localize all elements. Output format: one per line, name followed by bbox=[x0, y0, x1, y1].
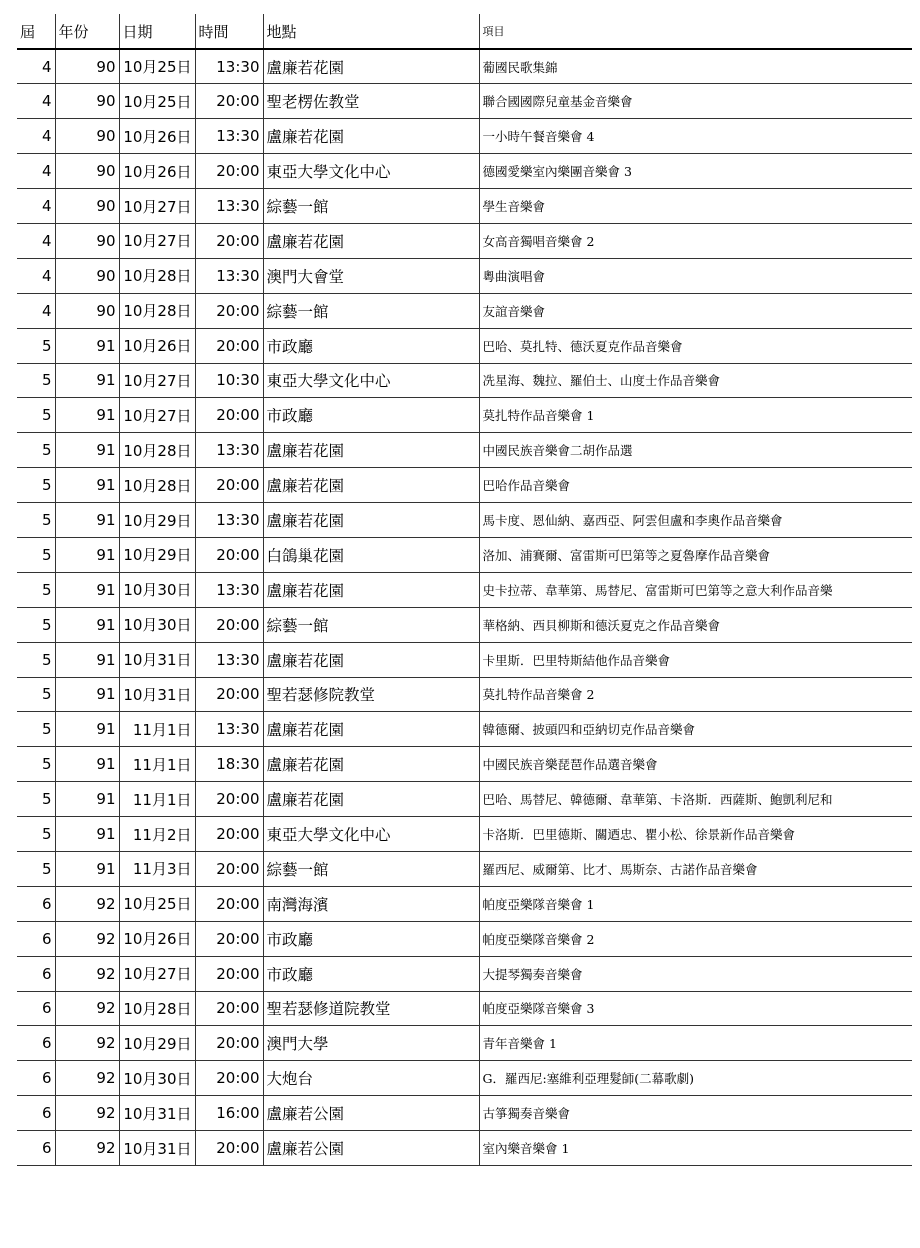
cell-time: 20:00 bbox=[195, 817, 263, 852]
cell-venue: 市政廳 bbox=[263, 921, 479, 956]
cell-date: 10月28日 bbox=[119, 433, 195, 468]
cell-time: 20:00 bbox=[195, 223, 263, 258]
cell-year: 91 bbox=[55, 537, 119, 572]
cell-program: 中國民族音樂琵琶作品選音樂會 bbox=[479, 747, 912, 782]
cell-program: 帕度亞樂隊音樂會 1 bbox=[479, 886, 912, 921]
cell-year: 92 bbox=[55, 1026, 119, 1061]
cell-venue: 東亞大學文化中心 bbox=[263, 363, 479, 398]
cell-program: 室內樂音樂會 1 bbox=[479, 1131, 912, 1166]
table-row bbox=[17, 433, 912, 468]
cell-program: 卡里斯．巴里特斯結他作品音樂會 bbox=[479, 642, 912, 677]
table-row bbox=[17, 537, 912, 572]
cell-time: 16:00 bbox=[195, 1096, 263, 1131]
cell-program: 帕度亞樂隊音樂會 2 bbox=[479, 921, 912, 956]
table-row bbox=[17, 258, 912, 293]
cell-date: 10月29日 bbox=[119, 1026, 195, 1061]
cell-program: 羅西尼、威爾第、比才、馬斯奈、古諾作品音樂會 bbox=[479, 851, 912, 886]
table-row bbox=[17, 921, 912, 956]
cell-session: 4 bbox=[17, 258, 55, 293]
cell-date: 10月28日 bbox=[119, 468, 195, 503]
cell-year: 90 bbox=[55, 223, 119, 258]
cell-year: 91 bbox=[55, 642, 119, 677]
table-row bbox=[17, 991, 912, 1026]
cell-program: 青年音樂會 1 bbox=[479, 1026, 912, 1061]
cell-program: 粵曲演唱會 bbox=[479, 258, 912, 293]
table-row bbox=[17, 712, 912, 747]
cell-date: 10月29日 bbox=[119, 503, 195, 538]
cell-program: 冼星海、魏拉、羅伯士、山度士作品音樂會 bbox=[479, 363, 912, 398]
cell-program: 聯合國國際兒童基金音樂會 bbox=[479, 84, 912, 119]
cell-program: 一小時午餐音樂會 4 bbox=[479, 119, 912, 154]
cell-session: 5 bbox=[17, 782, 55, 817]
cell-year: 90 bbox=[55, 293, 119, 328]
cell-venue: 聖老楞佐教堂 bbox=[263, 84, 479, 119]
header-program: 項目 bbox=[479, 14, 912, 49]
cell-program: 學生音樂會 bbox=[479, 189, 912, 224]
cell-venue: 盧廉若花園 bbox=[263, 223, 479, 258]
cell-time: 20:00 bbox=[195, 956, 263, 991]
cell-session: 5 bbox=[17, 851, 55, 886]
cell-venue: 市政廳 bbox=[263, 398, 479, 433]
cell-year: 91 bbox=[55, 782, 119, 817]
cell-date: 10月30日 bbox=[119, 607, 195, 642]
table-row bbox=[17, 607, 912, 642]
cell-year: 91 bbox=[55, 433, 119, 468]
cell-session: 4 bbox=[17, 119, 55, 154]
cell-date: 10月27日 bbox=[119, 223, 195, 258]
cell-date: 10月31日 bbox=[119, 1131, 195, 1166]
cell-year: 90 bbox=[55, 49, 119, 84]
cell-year: 91 bbox=[55, 328, 119, 363]
table-row bbox=[17, 84, 912, 119]
cell-year: 92 bbox=[55, 886, 119, 921]
cell-venue: 盧廉若花園 bbox=[263, 433, 479, 468]
header-time: 時間 bbox=[195, 14, 263, 49]
cell-time: 13:30 bbox=[195, 572, 263, 607]
cell-time: 20:00 bbox=[195, 328, 263, 363]
concert-schedule-table bbox=[17, 14, 912, 1166]
cell-time: 20:00 bbox=[195, 537, 263, 572]
cell-year: 90 bbox=[55, 84, 119, 119]
cell-date: 10月27日 bbox=[119, 956, 195, 991]
table-row bbox=[17, 817, 912, 852]
cell-program: 莫扎特作品音樂會 1 bbox=[479, 398, 912, 433]
header-venue: 地點 bbox=[263, 14, 479, 49]
cell-year: 91 bbox=[55, 677, 119, 712]
cell-session: 5 bbox=[17, 398, 55, 433]
cell-session: 6 bbox=[17, 991, 55, 1026]
cell-date: 11月1日 bbox=[119, 782, 195, 817]
header-row bbox=[17, 14, 912, 49]
cell-session: 4 bbox=[17, 154, 55, 189]
table-row bbox=[17, 223, 912, 258]
cell-time: 20:00 bbox=[195, 851, 263, 886]
table-row bbox=[17, 642, 912, 677]
table-row bbox=[17, 189, 912, 224]
cell-program: 友誼音樂會 bbox=[479, 293, 912, 328]
table-row bbox=[17, 1061, 912, 1096]
cell-year: 91 bbox=[55, 503, 119, 538]
cell-session: 5 bbox=[17, 572, 55, 607]
table-row bbox=[17, 154, 912, 189]
cell-session: 4 bbox=[17, 293, 55, 328]
cell-date: 11月3日 bbox=[119, 851, 195, 886]
cell-year: 92 bbox=[55, 991, 119, 1026]
cell-program: 巴哈、馬替尼、韓德爾、韋華第、卡洛斯．西薩斯、鮑凱利尼和 bbox=[479, 782, 912, 817]
cell-year: 91 bbox=[55, 817, 119, 852]
cell-program: 古箏獨奏音樂會 bbox=[479, 1096, 912, 1131]
cell-time: 20:00 bbox=[195, 782, 263, 817]
cell-time: 20:00 bbox=[195, 1026, 263, 1061]
header-session: 屆 bbox=[17, 14, 55, 49]
cell-program: 葡國民歌集錦 bbox=[479, 49, 912, 84]
table-row bbox=[17, 49, 912, 84]
cell-time: 20:00 bbox=[195, 921, 263, 956]
cell-venue: 盧廉若公園 bbox=[263, 1131, 479, 1166]
cell-session: 5 bbox=[17, 642, 55, 677]
cell-program: 大提琴獨奏音樂會 bbox=[479, 956, 912, 991]
cell-year: 91 bbox=[55, 572, 119, 607]
table-row bbox=[17, 468, 912, 503]
cell-date: 10月28日 bbox=[119, 293, 195, 328]
cell-session: 5 bbox=[17, 468, 55, 503]
cell-date: 10月31日 bbox=[119, 677, 195, 712]
cell-time: 20:00 bbox=[195, 1061, 263, 1096]
cell-date: 10月31日 bbox=[119, 642, 195, 677]
cell-venue: 東亞大學文化中心 bbox=[263, 817, 479, 852]
cell-year: 90 bbox=[55, 154, 119, 189]
header-year: 年份 bbox=[55, 14, 119, 49]
cell-venue: 盧廉若花園 bbox=[263, 782, 479, 817]
cell-date: 10月26日 bbox=[119, 154, 195, 189]
table-row bbox=[17, 782, 912, 817]
cell-venue: 東亞大學文化中心 bbox=[263, 154, 479, 189]
cell-time: 20:00 bbox=[195, 677, 263, 712]
cell-date: 10月26日 bbox=[119, 119, 195, 154]
cell-session: 4 bbox=[17, 223, 55, 258]
cell-year: 91 bbox=[55, 712, 119, 747]
cell-time: 13:30 bbox=[195, 712, 263, 747]
cell-venue: 澳門大會堂 bbox=[263, 258, 479, 293]
cell-session: 5 bbox=[17, 328, 55, 363]
cell-year: 90 bbox=[55, 258, 119, 293]
cell-session: 5 bbox=[17, 677, 55, 712]
table-row bbox=[17, 328, 912, 363]
cell-program: 卡洛斯．巴里德斯、關迺忠、瞿小松、徐景新作品音樂會 bbox=[479, 817, 912, 852]
cell-time: 13:30 bbox=[195, 642, 263, 677]
cell-year: 90 bbox=[55, 189, 119, 224]
cell-session: 5 bbox=[17, 537, 55, 572]
cell-time: 20:00 bbox=[195, 1131, 263, 1166]
cell-program: 莫扎特作品音樂會 2 bbox=[479, 677, 912, 712]
cell-date: 10月27日 bbox=[119, 398, 195, 433]
cell-session: 4 bbox=[17, 84, 55, 119]
cell-time: 13:30 bbox=[195, 189, 263, 224]
table-row bbox=[17, 398, 912, 433]
cell-time: 13:30 bbox=[195, 503, 263, 538]
cell-venue: 南灣海濱 bbox=[263, 886, 479, 921]
cell-year: 92 bbox=[55, 1096, 119, 1131]
cell-session: 6 bbox=[17, 956, 55, 991]
table-row bbox=[17, 1096, 912, 1131]
cell-date: 10月25日 bbox=[119, 84, 195, 119]
cell-venue: 盧廉若公園 bbox=[263, 1096, 479, 1131]
cell-time: 13:30 bbox=[195, 49, 263, 84]
header-date: 日期 bbox=[119, 14, 195, 49]
cell-program: 馬卡度、恩仙納、嘉西亞、阿雲但盧和李奧作品音樂會 bbox=[479, 503, 912, 538]
table-row bbox=[17, 851, 912, 886]
cell-session: 6 bbox=[17, 1026, 55, 1061]
cell-venue: 盧廉若花園 bbox=[263, 119, 479, 154]
cell-date: 10月30日 bbox=[119, 572, 195, 607]
cell-venue: 盧廉若花園 bbox=[263, 572, 479, 607]
cell-session: 6 bbox=[17, 1131, 55, 1166]
cell-time: 10:30 bbox=[195, 363, 263, 398]
cell-session: 5 bbox=[17, 712, 55, 747]
cell-venue: 市政廳 bbox=[263, 328, 479, 363]
cell-venue: 市政廳 bbox=[263, 956, 479, 991]
cell-venue: 聖若瑟修院教堂 bbox=[263, 677, 479, 712]
cell-venue: 白鴿巢花園 bbox=[263, 537, 479, 572]
cell-venue: 盧廉若花園 bbox=[263, 49, 479, 84]
cell-time: 13:30 bbox=[195, 119, 263, 154]
cell-venue: 綜藝一館 bbox=[263, 293, 479, 328]
cell-year: 92 bbox=[55, 956, 119, 991]
cell-year: 91 bbox=[55, 851, 119, 886]
table-row bbox=[17, 956, 912, 991]
cell-session: 4 bbox=[17, 49, 55, 84]
cell-session: 5 bbox=[17, 817, 55, 852]
cell-year: 91 bbox=[55, 747, 119, 782]
cell-session: 6 bbox=[17, 1096, 55, 1131]
cell-program: 華格納、西貝柳斯和德沃夏克之作品音樂會 bbox=[479, 607, 912, 642]
cell-program: G．羅西尼:塞維利亞理髮師(二幕歌劇) bbox=[479, 1061, 912, 1096]
cell-session: 5 bbox=[17, 363, 55, 398]
cell-session: 5 bbox=[17, 433, 55, 468]
table-row bbox=[17, 293, 912, 328]
cell-program: 帕度亞樂隊音樂會 3 bbox=[479, 991, 912, 1026]
cell-venue: 盧廉若花園 bbox=[263, 468, 479, 503]
cell-venue: 盧廉若花園 bbox=[263, 747, 479, 782]
cell-time: 20:00 bbox=[195, 468, 263, 503]
table-row bbox=[17, 503, 912, 538]
cell-program: 女高音獨唱音樂會 2 bbox=[479, 223, 912, 258]
cell-year: 92 bbox=[55, 1131, 119, 1166]
cell-session: 6 bbox=[17, 1061, 55, 1096]
cell-program: 中國民族音樂會二胡作品選 bbox=[479, 433, 912, 468]
cell-date: 11月2日 bbox=[119, 817, 195, 852]
table-body bbox=[17, 49, 912, 1166]
cell-year: 91 bbox=[55, 607, 119, 642]
cell-session: 5 bbox=[17, 503, 55, 538]
cell-session: 4 bbox=[17, 189, 55, 224]
cell-year: 91 bbox=[55, 398, 119, 433]
cell-venue: 大炮台 bbox=[263, 1061, 479, 1096]
cell-date: 11月1日 bbox=[119, 712, 195, 747]
cell-session: 6 bbox=[17, 921, 55, 956]
cell-program: 史卡拉蒂、韋華第、馬替尼、富雷斯可巴第等之意大利作品音樂 bbox=[479, 572, 912, 607]
cell-time: 20:00 bbox=[195, 398, 263, 433]
cell-date: 10月26日 bbox=[119, 328, 195, 363]
cell-time: 20:00 bbox=[195, 154, 263, 189]
cell-venue: 綜藝一館 bbox=[263, 851, 479, 886]
cell-venue: 盧廉若花園 bbox=[263, 712, 479, 747]
table-header bbox=[17, 14, 912, 49]
cell-program: 洛加、浦賽爾、富雷斯可巴第等之夏魯摩作品音樂會 bbox=[479, 537, 912, 572]
cell-venue: 澳門大學 bbox=[263, 1026, 479, 1061]
table-row bbox=[17, 886, 912, 921]
cell-date: 10月25日 bbox=[119, 886, 195, 921]
cell-date: 11月1日 bbox=[119, 747, 195, 782]
table-row bbox=[17, 572, 912, 607]
cell-year: 90 bbox=[55, 119, 119, 154]
cell-date: 10月26日 bbox=[119, 921, 195, 956]
cell-venue: 綜藝一館 bbox=[263, 607, 479, 642]
cell-session: 5 bbox=[17, 747, 55, 782]
cell-date: 10月27日 bbox=[119, 363, 195, 398]
cell-time: 20:00 bbox=[195, 991, 263, 1026]
cell-date: 10月31日 bbox=[119, 1096, 195, 1131]
table-row bbox=[17, 119, 912, 154]
cell-time: 18:30 bbox=[195, 747, 263, 782]
table-row bbox=[17, 1026, 912, 1061]
cell-year: 91 bbox=[55, 363, 119, 398]
cell-year: 92 bbox=[55, 1061, 119, 1096]
cell-date: 10月29日 bbox=[119, 537, 195, 572]
table-row bbox=[17, 1131, 912, 1166]
cell-time: 13:30 bbox=[195, 258, 263, 293]
table-row bbox=[17, 363, 912, 398]
cell-venue: 綜藝一館 bbox=[263, 189, 479, 224]
cell-venue: 聖若瑟修道院教堂 bbox=[263, 991, 479, 1026]
cell-date: 10月28日 bbox=[119, 991, 195, 1026]
cell-year: 91 bbox=[55, 468, 119, 503]
cell-program: 韓德爾、披頭四和亞納切克作品音樂會 bbox=[479, 712, 912, 747]
cell-program: 巴哈作品音樂會 bbox=[479, 468, 912, 503]
cell-year: 92 bbox=[55, 921, 119, 956]
cell-time: 20:00 bbox=[195, 886, 263, 921]
cell-program: 德國愛樂室內樂團音樂會 3 bbox=[479, 154, 912, 189]
cell-date: 10月27日 bbox=[119, 189, 195, 224]
cell-venue: 盧廉若花園 bbox=[263, 503, 479, 538]
cell-date: 10月28日 bbox=[119, 258, 195, 293]
cell-time: 13:30 bbox=[195, 433, 263, 468]
cell-session: 6 bbox=[17, 886, 55, 921]
cell-time: 20:00 bbox=[195, 607, 263, 642]
table-row bbox=[17, 677, 912, 712]
cell-date: 10月25日 bbox=[119, 49, 195, 84]
cell-program: 巴哈、莫扎特、德沃夏克作品音樂會 bbox=[479, 328, 912, 363]
cell-time: 20:00 bbox=[195, 293, 263, 328]
cell-venue: 盧廉若花園 bbox=[263, 642, 479, 677]
cell-date: 10月30日 bbox=[119, 1061, 195, 1096]
cell-session: 5 bbox=[17, 607, 55, 642]
cell-time: 20:00 bbox=[195, 84, 263, 119]
table-row bbox=[17, 747, 912, 782]
